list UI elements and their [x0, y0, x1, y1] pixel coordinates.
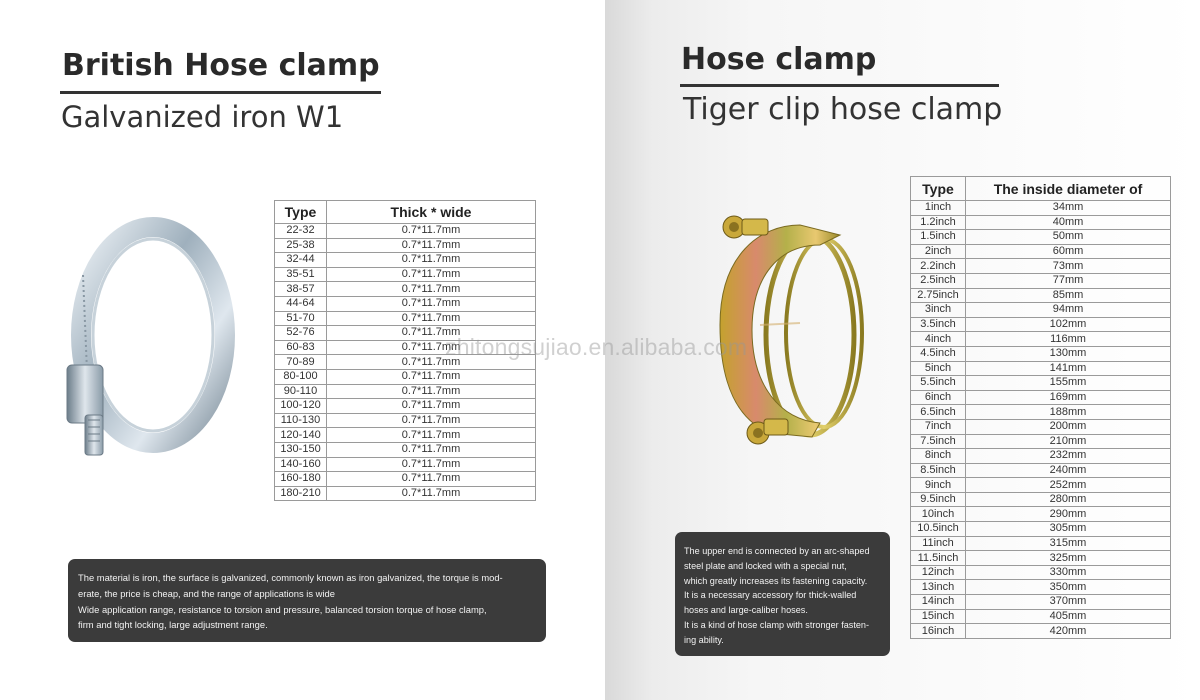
value-cell: 116mm: [966, 332, 1171, 347]
value-cell: 290mm: [966, 507, 1171, 522]
table-row: [911, 492, 1171, 507]
type-column-header: Type: [911, 177, 966, 201]
type-cell: 5.5inch: [911, 376, 966, 391]
note-line: The upper end is connected by an arc-shaped: [684, 546, 870, 556]
value-cell: 370mm: [966, 595, 1171, 610]
type-cell: 100-120: [275, 399, 327, 414]
value-cell: 94mm: [966, 303, 1171, 318]
table-row: [911, 565, 1171, 580]
table-row: [911, 449, 1171, 464]
table-row: [911, 346, 1171, 361]
value-cell: 77mm: [966, 273, 1171, 288]
table-row: [911, 405, 1171, 420]
type-cell: 160-180: [275, 472, 327, 487]
table-row: [275, 428, 536, 443]
value-cell: 315mm: [966, 536, 1171, 551]
tiger-clip-spec-table: [910, 176, 1171, 639]
type-cell: 90-110: [275, 384, 327, 399]
value-cell: 0.7*11.7mm: [327, 224, 536, 239]
value-cell: 305mm: [966, 522, 1171, 537]
value-cell: 50mm: [966, 230, 1171, 245]
type-cell: 7.5inch: [911, 434, 966, 449]
type-cell: 2.75inch: [911, 288, 966, 303]
type-cell: 6inch: [911, 390, 966, 405]
type-cell: 12inch: [911, 565, 966, 580]
thick-wide-column-header: Thick * wide: [327, 201, 536, 224]
type-cell: 120-140: [275, 428, 327, 443]
right-subtitle: Tiger clip hose clamp: [683, 92, 1003, 127]
table-row: [911, 201, 1171, 216]
table-row: [911, 507, 1171, 522]
type-cell: 16inch: [911, 624, 966, 639]
type-cell: 25-38: [275, 238, 327, 253]
value-cell: 40mm: [966, 215, 1171, 230]
value-cell: 0.7*11.7mm: [327, 413, 536, 428]
type-cell: 14inch: [911, 595, 966, 610]
table-row: [275, 296, 536, 311]
table-row: [275, 384, 536, 399]
table-row: [911, 215, 1171, 230]
type-cell: 1.2inch: [911, 215, 966, 230]
note-line: It is a kind of hose clamp with stronger fasten-: [684, 619, 869, 630]
table-row: [911, 317, 1171, 332]
type-cell: 13inch: [911, 580, 966, 595]
type-cell: 5inch: [911, 361, 966, 376]
value-cell: 252mm: [966, 478, 1171, 493]
value-cell: 405mm: [966, 609, 1171, 624]
type-cell: 32-44: [275, 253, 327, 268]
value-cell: 350mm: [966, 580, 1171, 595]
type-cell: 22-32: [275, 224, 327, 239]
note-line: steel plate and locked with a special nut,: [684, 560, 847, 571]
value-cell: 141mm: [966, 361, 1171, 376]
table-row: [275, 267, 536, 282]
table-row: [275, 413, 536, 428]
type-cell: 4.5inch: [911, 346, 966, 361]
table-row: [275, 486, 536, 501]
type-cell: 2inch: [911, 244, 966, 259]
value-cell: 0.7*11.7mm: [327, 238, 536, 253]
value-cell: 102mm: [966, 317, 1171, 332]
table-row: [911, 303, 1171, 318]
value-cell: 0.7*11.7mm: [327, 340, 536, 355]
value-cell: 0.7*11.7mm: [327, 472, 536, 487]
value-cell: 169mm: [966, 390, 1171, 405]
table-row: [275, 253, 536, 268]
type-cell: 9.5inch: [911, 492, 966, 507]
value-cell: 0.7*11.7mm: [327, 428, 536, 443]
note-line: hoses and large-caliber hoses.: [684, 605, 808, 616]
table-row: [911, 390, 1171, 405]
type-cell: 8inch: [911, 449, 966, 464]
table-row: [275, 399, 536, 414]
type-column-header: Type: [275, 201, 327, 224]
type-cell: 4inch: [911, 332, 966, 347]
value-cell: 60mm: [966, 244, 1171, 259]
value-cell: 188mm: [966, 405, 1171, 420]
note-line: ing ability.: [684, 634, 724, 645]
table-row: [911, 361, 1171, 376]
value-cell: 0.7*11.7mm: [327, 442, 536, 457]
type-cell: 130-150: [275, 442, 327, 457]
value-cell: 210mm: [966, 434, 1171, 449]
table-row: [911, 580, 1171, 595]
type-cell: 11inch: [911, 536, 966, 551]
right-title-underline: [680, 84, 999, 87]
value-cell: 0.7*11.7mm: [327, 296, 536, 311]
type-cell: 44-64: [275, 296, 327, 311]
type-cell: 10.5inch: [911, 522, 966, 537]
value-cell: 0.7*11.7mm: [327, 399, 536, 414]
type-cell: 7inch: [911, 419, 966, 434]
value-cell: 325mm: [966, 551, 1171, 566]
type-cell: 3.5inch: [911, 317, 966, 332]
tiger-clip-description: [675, 532, 890, 656]
value-cell: 330mm: [966, 565, 1171, 580]
note-line: Wide application range, resistance to torsion and pressure, balanced torsion torque of hose clamp,: [78, 603, 487, 615]
type-cell: 110-130: [275, 413, 327, 428]
value-cell: 85mm: [966, 288, 1171, 303]
table-row: [911, 522, 1171, 537]
note-line: It is a necessary accessory for thick-walled: [684, 590, 857, 601]
table-row: [911, 478, 1171, 493]
table-row: [275, 369, 536, 384]
note-line: The material is iron, the surface is galvanized, commonly known as iron galvanized, the torque is mod-: [78, 572, 503, 583]
value-cell: 0.7*11.7mm: [327, 355, 536, 370]
type-cell: 70-89: [275, 355, 327, 370]
type-cell: 52-76: [275, 326, 327, 341]
type-cell: 10inch: [911, 507, 966, 522]
type-cell: 2.2inch: [911, 259, 966, 274]
type-cell: 51-70: [275, 311, 327, 326]
table-row: [275, 457, 536, 472]
left-title: British Hose clamp: [62, 48, 380, 83]
type-cell: 6.5inch: [911, 405, 966, 420]
worm-gear-clamp-image: [55, 205, 245, 465]
value-cell: 0.7*11.7mm: [327, 311, 536, 326]
note-line: which greatly increases its fastening capacity.: [684, 575, 868, 586]
table-row: [911, 551, 1171, 566]
type-cell: 60-83: [275, 340, 327, 355]
value-cell: 0.7*11.7mm: [327, 369, 536, 384]
left-title-underline: [60, 91, 381, 94]
table-row: [911, 595, 1171, 610]
value-cell: 34mm: [966, 201, 1171, 216]
type-cell: 8.5inch: [911, 463, 966, 478]
type-cell: 140-160: [275, 457, 327, 472]
table-row: [911, 624, 1171, 639]
type-cell: 1.5inch: [911, 230, 966, 245]
table-row: [275, 311, 536, 326]
value-cell: 200mm: [966, 419, 1171, 434]
table-row: [911, 259, 1171, 274]
watermark: zhitongsujiao.en.alibaba.com: [445, 334, 748, 360]
table-row: [275, 224, 536, 239]
table-row: [275, 472, 536, 487]
value-cell: 0.7*11.7mm: [327, 253, 536, 268]
value-cell: 0.7*11.7mm: [327, 486, 536, 501]
value-cell: 130mm: [966, 346, 1171, 361]
inside-diameter-column-header: The inside diameter of: [966, 177, 1171, 201]
table-row: [911, 332, 1171, 347]
british-clamp-description: [68, 559, 546, 642]
value-cell: 0.7*11.7mm: [327, 384, 536, 399]
type-cell: 180-210: [275, 486, 327, 501]
table-row: [911, 434, 1171, 449]
table-row: [911, 609, 1171, 624]
type-cell: 80-100: [275, 369, 327, 384]
note-line: erate, the price is cheap, and the range of applications is wide: [78, 587, 335, 599]
table-row: [911, 288, 1171, 303]
type-cell: 11.5inch: [911, 551, 966, 566]
value-cell: 73mm: [966, 259, 1171, 274]
type-cell: 3inch: [911, 303, 966, 318]
table-row: [275, 442, 536, 457]
value-cell: 280mm: [966, 492, 1171, 507]
value-cell: 0.7*11.7mm: [327, 457, 536, 472]
value-cell: 240mm: [966, 463, 1171, 478]
type-cell: 15inch: [911, 609, 966, 624]
table-row: [911, 419, 1171, 434]
value-cell: 0.7*11.7mm: [327, 282, 536, 297]
type-cell: 1inch: [911, 201, 966, 216]
type-cell: 35-51: [275, 267, 327, 282]
value-cell: 232mm: [966, 449, 1171, 464]
right-title: Hose clamp: [681, 42, 877, 77]
note-line: firm and tight locking, large adjustment range.: [78, 619, 268, 631]
value-cell: 420mm: [966, 624, 1171, 639]
left-subtitle: Galvanized iron W1: [61, 100, 344, 134]
table-row: [275, 282, 536, 297]
type-cell: 9inch: [911, 478, 966, 493]
table-row: [911, 376, 1171, 391]
table-row: [911, 536, 1171, 551]
table-row: [911, 230, 1171, 245]
table-row: [275, 238, 536, 253]
value-cell: 0.7*11.7mm: [327, 326, 536, 341]
table-row: [911, 273, 1171, 288]
table-row: [911, 244, 1171, 259]
type-cell: 38-57: [275, 282, 327, 297]
value-cell: 0.7*11.7mm: [327, 267, 536, 282]
value-cell: 155mm: [966, 376, 1171, 391]
table-row: [911, 463, 1171, 478]
type-cell: 2.5inch: [911, 273, 966, 288]
